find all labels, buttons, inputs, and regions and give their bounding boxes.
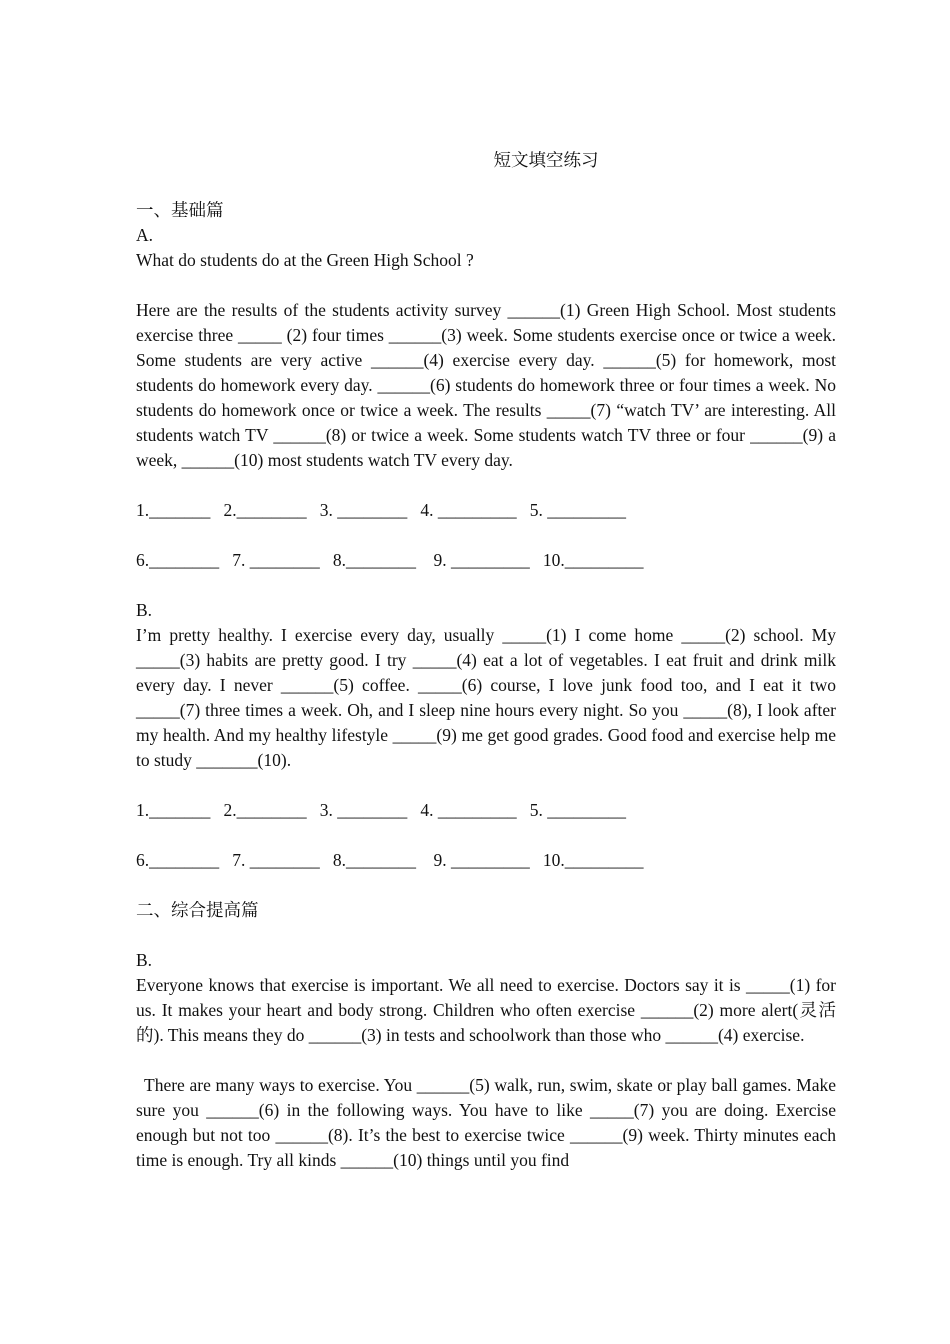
spacer	[136, 473, 836, 498]
section1-part-a-passage: Here are the results of the students activity survey ______(1) Green High School. Most students exercise three _____ (2) four times ______(3) week. Some students exercise once or twice a week. Some students are very active ______(4) exercise every day. ______(5) for homework, most students do homework every day. ______(6) students do homework three or four times a week. No students do homework once or twice a week. The results _____(7) “watch TV’ are interesting. All students watch TV ______(8) or twice a week. Some students watch TV three or four ______(9) a week, ______(10) most students watch TV every day.	[136, 300, 836, 470]
section1-part-b-passage: I’m pretty healthy. I exercise every day, usually _____(1) I come home _____(2) school. My _____(3) habits are pretty good. I try _____(4) eat a lot of vegetables. I eat fruit and drink milk every day. I never ______(5) coffee. _____(6) course, I love junk food too, and I eat it two _____(7) three times a week. Oh, and I sleep nine hours every night. So you _____(8), I look after my health. And my healthy lifestyle _____(9) me get good grades. Good food and exercise help me to study _______(10).	[136, 625, 836, 770]
section2-heading: 二、综合提高篇	[136, 900, 259, 920]
spacer	[136, 823, 836, 848]
section1-heading: 一、基础篇	[136, 200, 224, 220]
spacer	[136, 773, 836, 798]
section1-part-a-answers-row1: 1._______ 2.________ 3. ________ 4. _________ 5. _________	[136, 500, 626, 520]
section1-part-a-question: What do students do at the Green High School ?	[136, 250, 474, 270]
section2-part-b-label: B.	[136, 950, 153, 970]
section1-part-b-answers-row1: 1._______ 2.________ 3. ________ 4. _________ 5. _________	[136, 800, 626, 820]
section2-part-b-paragraph1: Everyone knows that exercise is important. We all need to exercise. Doctors say it is _____(1) for us. It makes your heart and body strong. Children who often exercise ______(2) more alert(灵活的). This means they do ______(3) in tests and schoolwork than those who ______(4) exercise.	[136, 975, 836, 1045]
section1-part-a-answers-row2: 6.________ 7. ________ 8.________ 9. _________ 10._________	[136, 550, 644, 570]
document-page	[136, 148, 836, 1173]
spacer	[136, 273, 836, 298]
spacer	[136, 873, 836, 898]
spacer	[136, 1048, 836, 1073]
section2-part-b-paragraph2: There are many ways to exercise. You ______(5) walk, run, swim, skate or play ball games. Make sure you ______(6) in the following ways. You have to like _____(7) you are doing. Exercise enough but not too ______(8). It’s the best to exercise twice ______(9) week. Thirty minutes each time is enough. Try all kinds ______(10) things until you find	[136, 1075, 836, 1170]
section1-part-b-answers-row2: 6.________ 7. ________ 8.________ 9. _________ 10._________	[136, 850, 644, 870]
spacer	[136, 523, 836, 548]
section1-part-a-label: A.	[136, 225, 154, 245]
spacer	[136, 573, 836, 598]
spacer	[136, 923, 836, 948]
document-title: 短文填空练习	[493, 150, 599, 170]
section1-part-b-label: B.	[136, 600, 153, 620]
